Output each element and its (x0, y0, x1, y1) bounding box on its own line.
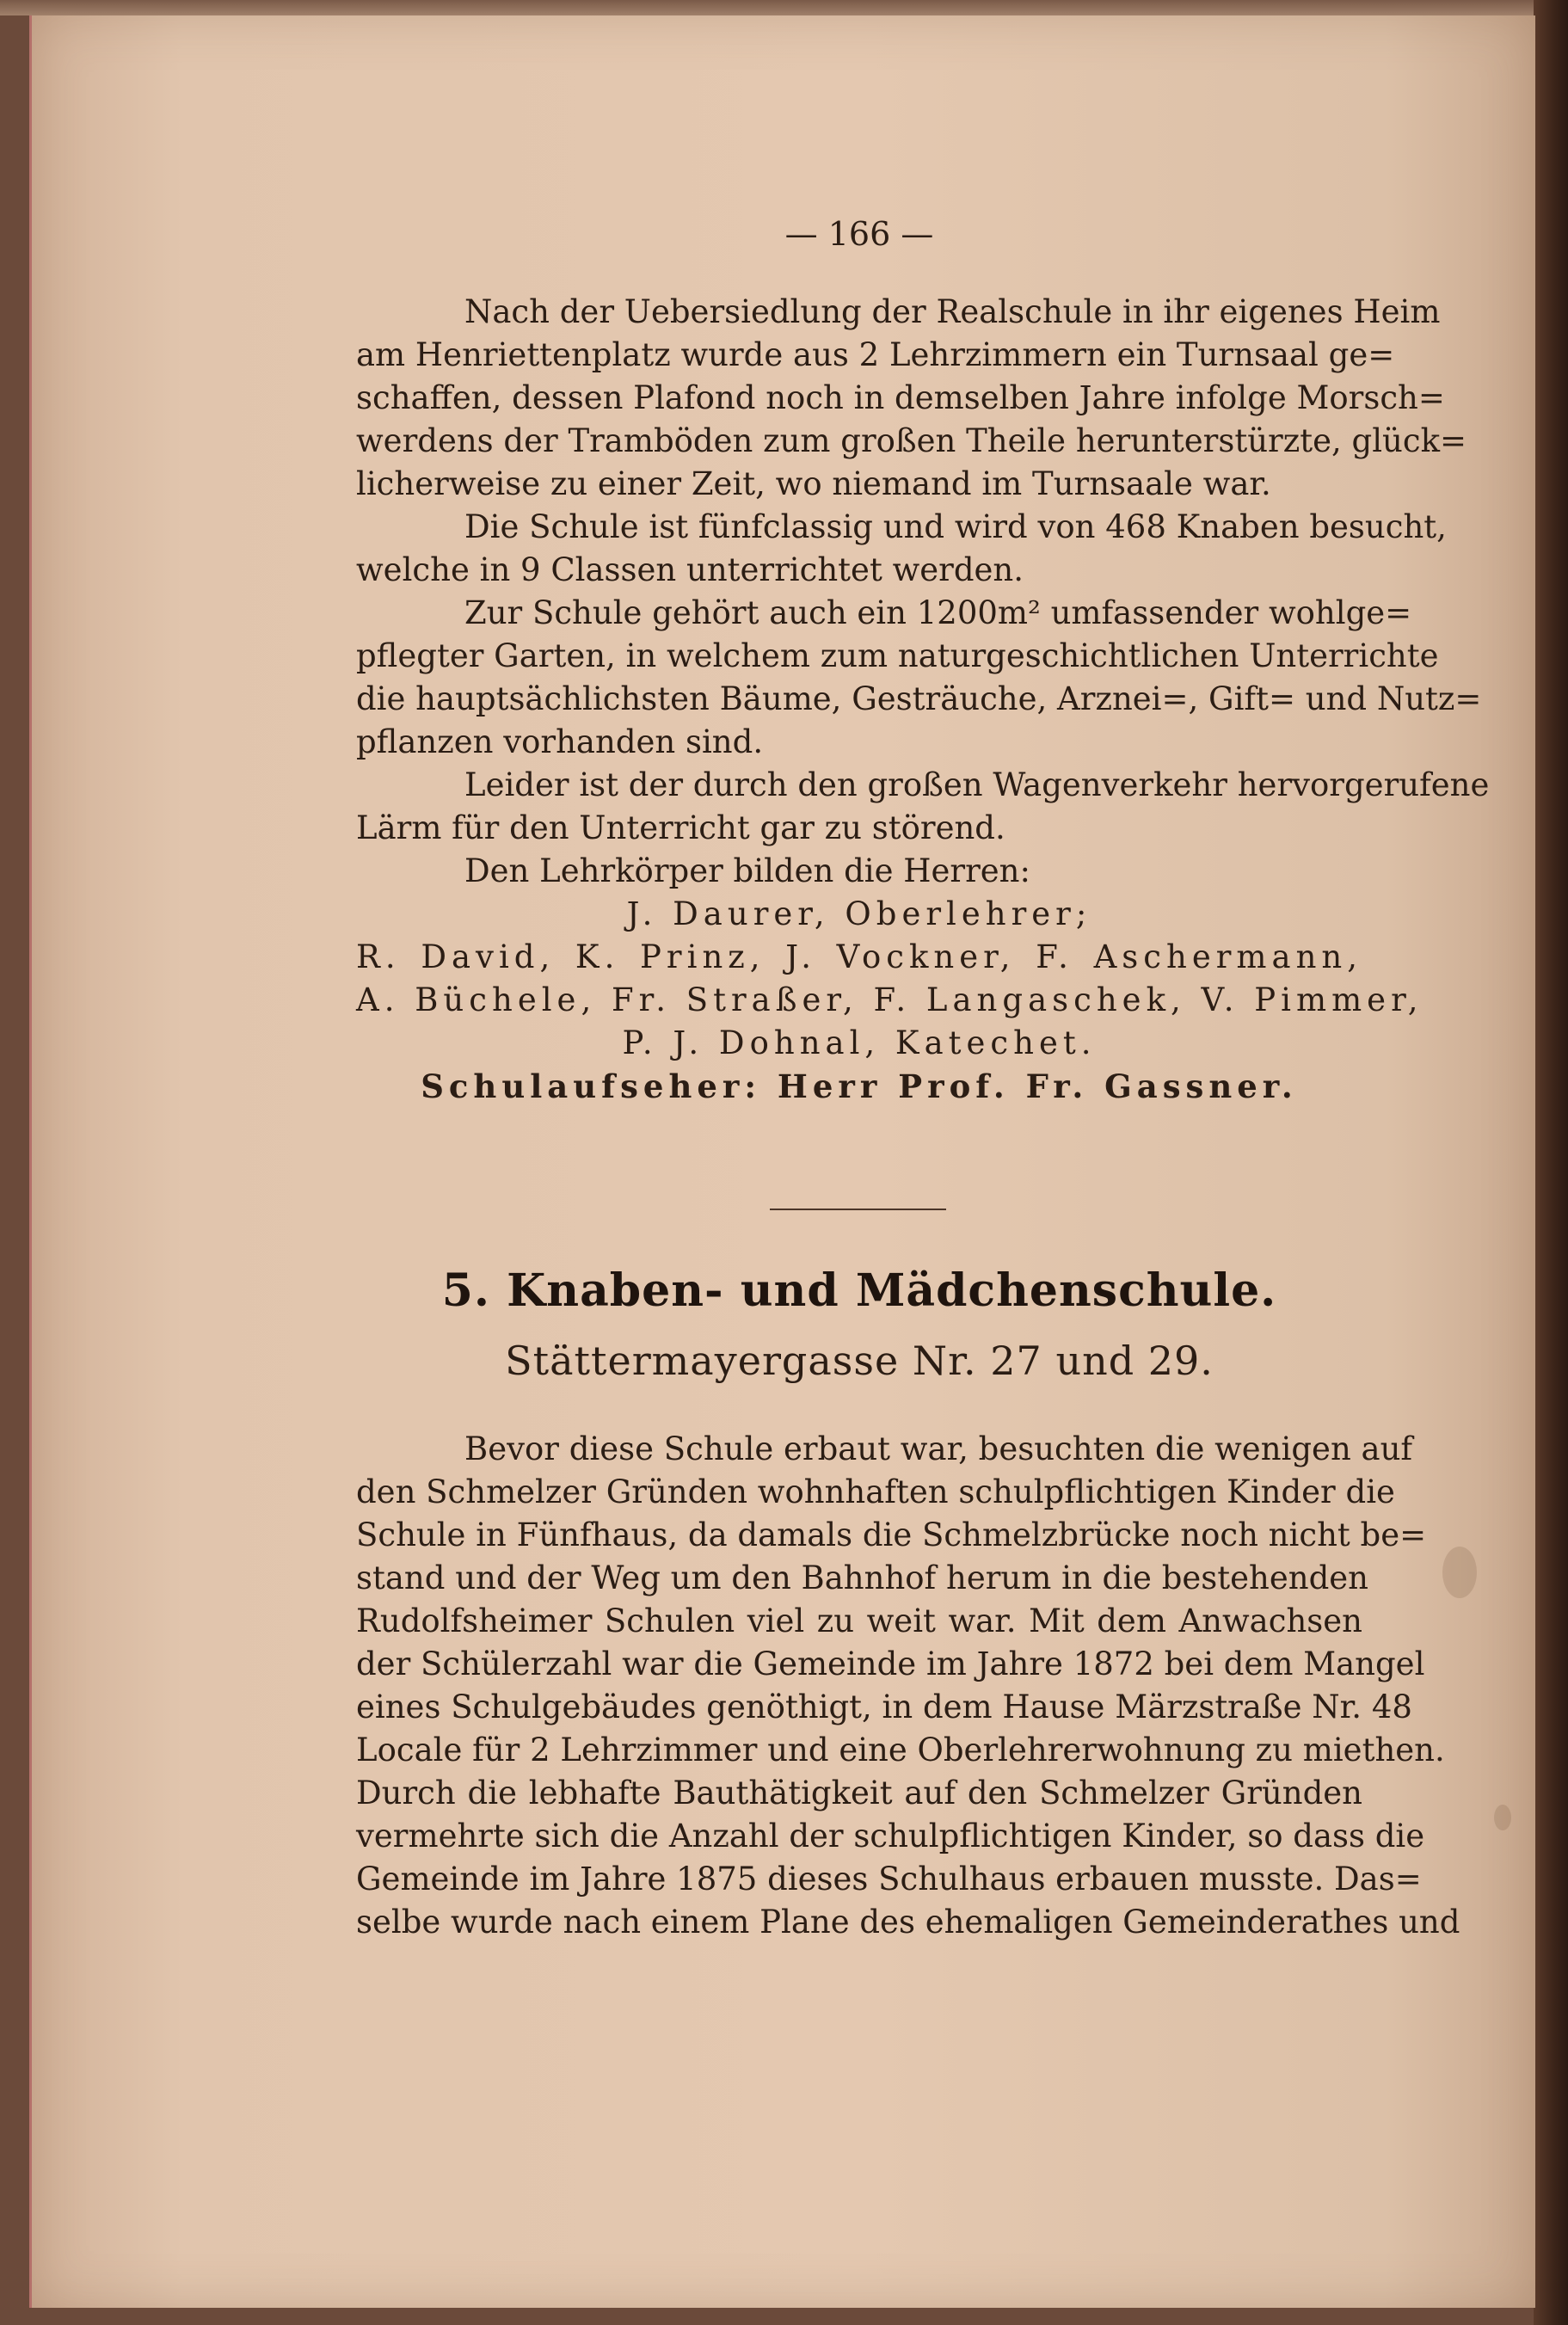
text-line: vermehrte sich die Anzahl der schulpflichtigen Kinder, so dass die (356, 1818, 1425, 1854)
section-subheading: Stättermayergasse Nr. 27 und 29. (505, 1338, 1214, 1384)
text-line: Leider ist der durch den großen Wagenverkehr hervorgerufene (464, 766, 1490, 803)
text-line: selbe wurde nach einem Plane des ehemaligen Gemeinderathes und (356, 1904, 1460, 1941)
text-line: Rudolfsheimer Schulen viel zu weit war. Mit dem Anwachsen (356, 1602, 1362, 1639)
section-divider (770, 1209, 946, 1210)
text-line: den Schmelzer Gründen wohnhaften schulpflichtigen Kinder die (356, 1473, 1395, 1510)
text-line: Gemeinde im Jahre 1875 dieses Schulhaus erbauen musste. Das= (356, 1861, 1422, 1898)
text-line: stand und der Weg um den Bahnhof herum in die bestehenden (356, 1559, 1368, 1596)
text-line: Schule in Fünfhaus, da damals die Schmelzbrücke noch nicht be= (356, 1516, 1427, 1553)
text-line: pflanzen vorhanden sind. (356, 723, 764, 760)
text-line: die hauptsächlichsten Bäume, Gesträuche, Arznei=, Gift= und Nutz= (356, 680, 1482, 717)
text-line: welche in 9 Classen unterrichtet werden. (356, 551, 1024, 588)
text-line: eines Schulgebäudes genöthigt, in dem Hause Märzstraße Nr. 48 (356, 1688, 1412, 1725)
text-line: Die Schule ist fünfclassig und wird von 468 Knaben besucht, (464, 508, 1447, 545)
school-inspector-line: Schulaufseher: Herr Prof. Fr. Gassner. (421, 1067, 1298, 1105)
teacher-list-line: P. J. Dohnal, Katechet. (622, 1024, 1097, 1061)
text-line: Bevor diese Schule erbaut war, besuchten die wenigen auf (464, 1430, 1413, 1467)
text-line: Durch die lebhafte Bauthätigkeit auf den Schmelzer Gründen (356, 1775, 1362, 1811)
text-line: Lärm für den Unterricht gar zu störend. (356, 809, 1005, 846)
text-line: pflegter Garten, in welchem zum naturgeschichtlichen Unterrichte (356, 637, 1439, 674)
page-number: — 166 — (784, 215, 934, 253)
text-line: Den Lehrkörper bilden die Herren: (464, 852, 1030, 889)
text-line: der Schülerzahl war die Gemeinde im Jahre 1872 bei dem Mangel (356, 1645, 1425, 1682)
paper-stain (1494, 1805, 1511, 1830)
text-line: Nach der Uebersiedlung der Realschule in ihr eigenes Heim (464, 293, 1441, 330)
text-line: Zur Schule gehört auch ein 1200m² umfassender wohlge= (464, 594, 1412, 631)
text-line: licherweise zu einer Zeit, wo niemand im Turnsaale war. (356, 465, 1271, 502)
book-edge-top (0, 0, 1568, 15)
text-line: am Henriettenplatz wurde aus 2 Lehrzimmern ein Turnsaal ge= (356, 336, 1395, 373)
section-heading: 5. Knaben- und Mädchenschule. (441, 1264, 1277, 1317)
text-line: werdens der Tramböden zum großen Theile herunterstürzte, glück= (356, 422, 1467, 459)
section-2-text (356, 1428, 1460, 1944)
text-line: schaffen, dessen Plafond noch in demselben Jahre infolge Morsch= (356, 379, 1445, 416)
teacher-list-line: A. Büchele, Fr. Straßer, F. Langaschek, V. Pimmer, (356, 981, 1423, 1018)
teacher-list-line: J. Daurer, Oberlehrer; (626, 895, 1092, 932)
text-line: Locale für 2 Lehrzimmer und eine Oberlehrerwohnung zu miethen. (356, 1731, 1445, 1768)
paper-stain (1442, 1547, 1477, 1598)
teacher-list-line: R. David, K. Prinz, J. Vockner, F. Aschermann, (356, 938, 1362, 975)
book-edge-right (1534, 0, 1568, 2325)
section-1-text (356, 291, 1490, 1108)
